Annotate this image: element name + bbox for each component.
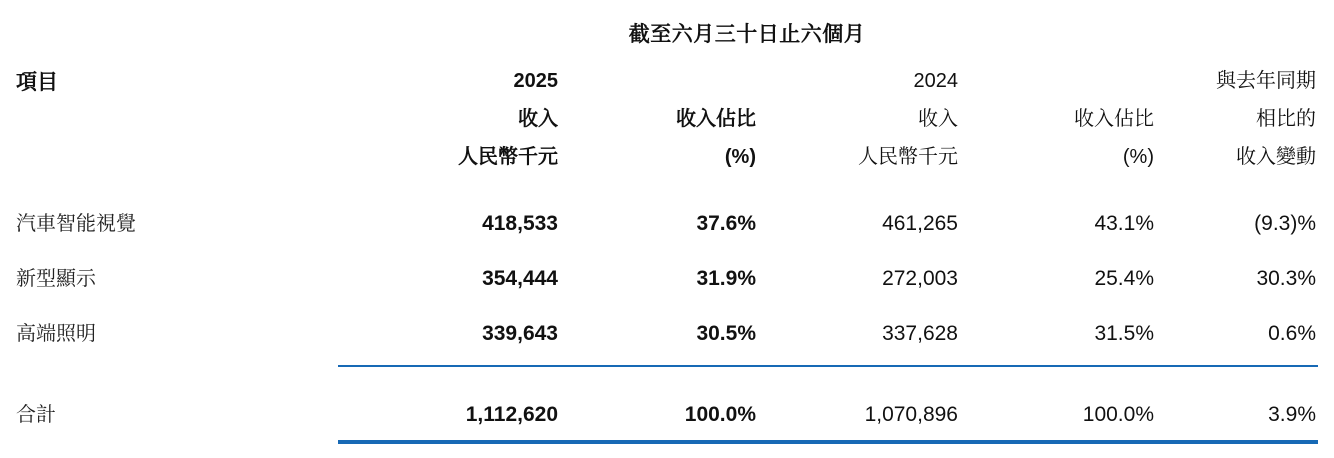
column-header-share-2025-unit: (%) <box>724 146 756 168</box>
subtotal-rule-row <box>16 359 1318 367</box>
column-header-revenue-2024: 收入 <box>918 108 958 130</box>
table-row <box>16 194 1318 249</box>
cell-share-2025: 31.9% <box>696 267 756 290</box>
cell-share-2025: 37.6% <box>696 212 756 235</box>
revenue-breakdown-table <box>16 18 1318 444</box>
cell-share-2024: 43.1% <box>1094 212 1154 235</box>
table-row <box>16 304 1318 359</box>
table-row <box>16 249 1318 304</box>
column-header-year-2024: 2024 <box>913 70 958 92</box>
table-body <box>16 194 1318 444</box>
column-header-item: 項目 <box>16 71 58 94</box>
total-spacer-row <box>16 367 1318 385</box>
cell-revenue-2024: 337,628 <box>882 322 958 345</box>
column-header-revenue-2025: 收入 <box>518 108 558 130</box>
header-spacer-row <box>16 176 1318 194</box>
row-label: 新型顯示 <box>16 268 96 290</box>
column-header-comparison-line2: 相比的 <box>1256 108 1316 130</box>
total-change: 3.9% <box>1268 403 1316 426</box>
header-spacer <box>16 176 1318 194</box>
cell-share-2025: 30.5% <box>696 322 756 345</box>
bottom-rule <box>338 440 1318 444</box>
cell-revenue-2024: 461,265 <box>882 212 958 235</box>
year-2024-spacer <box>960 62 1156 100</box>
row-label: 高端照明 <box>16 323 96 345</box>
cell-revenue-2025: 339,643 <box>482 322 558 345</box>
rule-spacer-left-bottom <box>16 440 338 444</box>
total-revenue-2025: 1,112,620 <box>465 403 558 426</box>
column-header-share-2024: 收入佔比 <box>1074 108 1154 130</box>
total-share-2024: 100.0% <box>1082 403 1154 426</box>
bottom-rule-row <box>16 440 1318 444</box>
cell-revenue-2024: 272,003 <box>882 267 958 290</box>
column-header-share-2025: 收入佔比 <box>676 108 756 130</box>
year-2025-spacer <box>560 62 758 100</box>
rule-spacer-left <box>16 359 338 367</box>
subtotal-rule <box>338 359 1318 367</box>
column-header-share-2024-unit: (%) <box>1122 146 1154 168</box>
top-spacer <box>16 0 1318 18</box>
cell-change: 30.3% <box>1256 267 1316 290</box>
column-header-year-2025: 2025 <box>513 70 558 92</box>
total-row <box>16 385 1318 440</box>
cell-share-2024: 31.5% <box>1094 322 1154 345</box>
table-head <box>16 18 1318 194</box>
period-header-row <box>16 18 1318 62</box>
cell-revenue-2025: 354,444 <box>482 267 558 290</box>
year-header-row <box>16 62 1318 100</box>
cell-share-2024: 25.4% <box>1094 267 1154 290</box>
period-header-spacer-right <box>1156 18 1318 62</box>
column-header-revenue-2025-unit: 人民幣千元 <box>458 146 558 168</box>
cell-change: (9.3)% <box>1254 212 1316 235</box>
total-spacer <box>16 367 1318 385</box>
cell-change: 0.6% <box>1268 322 1316 345</box>
column-header-comparison-line3: 收入變動 <box>1236 146 1316 168</box>
column-header-comparison-line1: 與去年同期 <box>1216 70 1316 92</box>
total-label: 合計 <box>16 404 56 426</box>
cell-revenue-2025: 418,533 <box>482 212 558 235</box>
total-revenue-2024: 1,070,896 <box>864 403 958 426</box>
row-label: 汽車智能視覺 <box>16 213 136 235</box>
total-share-2025: 100.0% <box>684 403 756 426</box>
period-header-spacer <box>16 18 338 62</box>
period-header: 截至六月三十日止六個月 <box>628 23 866 46</box>
column-header-revenue-2024-unit: 人民幣千元 <box>858 146 958 168</box>
